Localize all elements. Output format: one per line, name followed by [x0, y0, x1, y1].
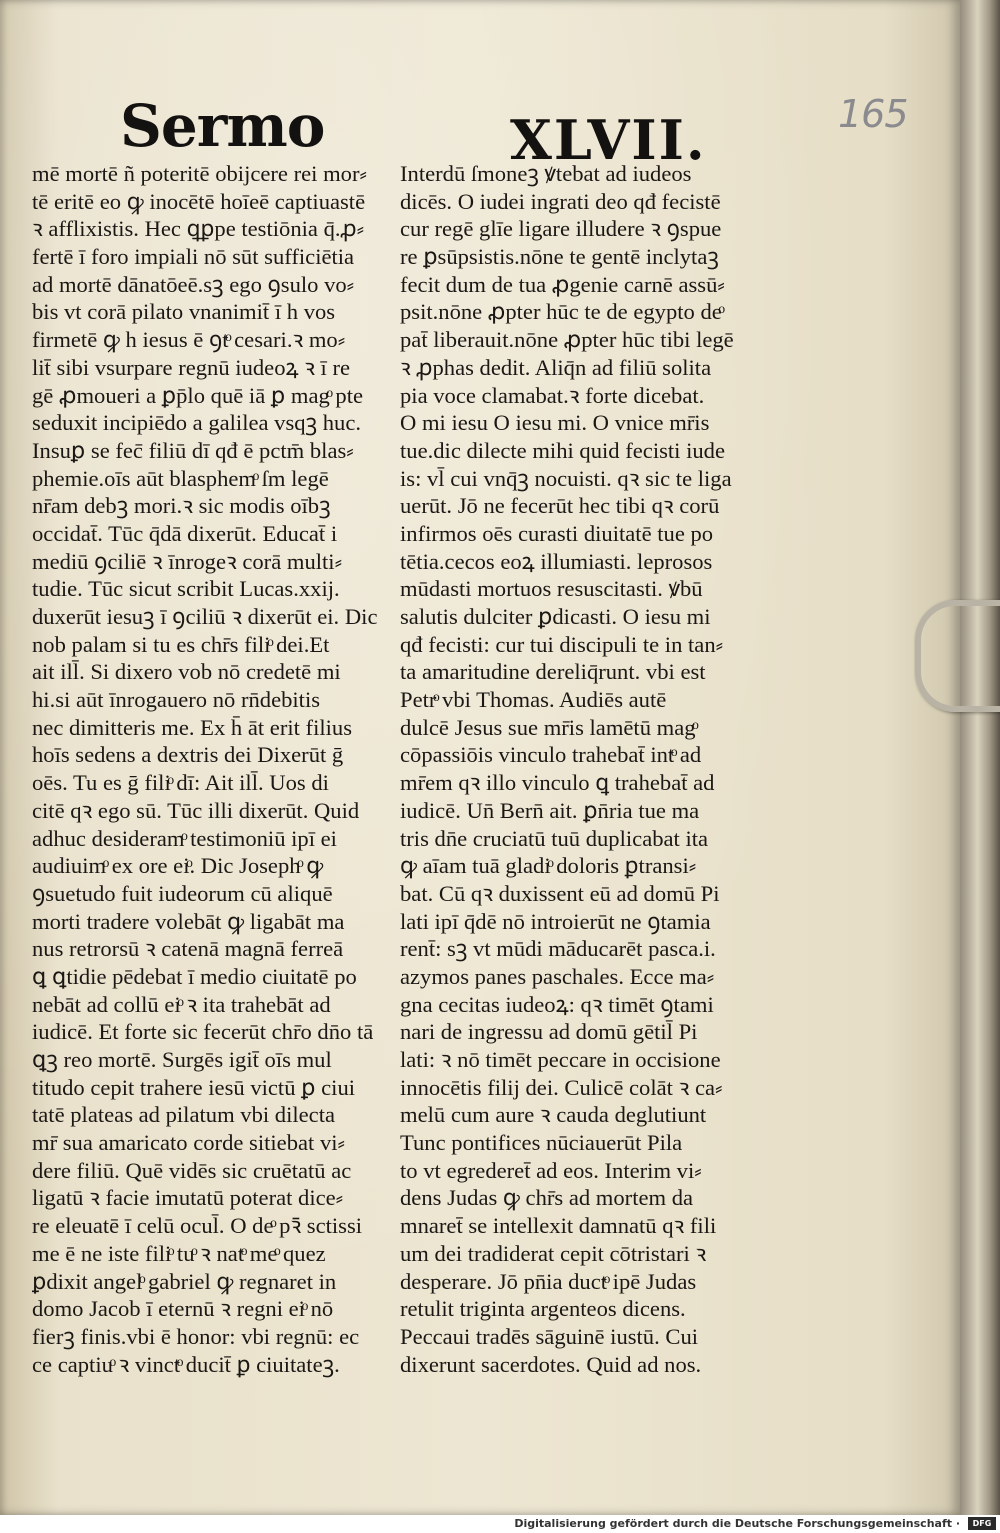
text-line: nari de ingressu ad domū gētil̄ Pi [400, 1019, 698, 1045]
text-line: re ꝑsūpsistis.nōne te gentē inclytaꝫ [400, 244, 719, 270]
text-line: azymos panes paschales. Ecce ma⸗ [400, 963, 715, 989]
text-line: Insuꝑ se fec̄ filiū dī qđ ē pctm̄ blas⸗ [32, 437, 354, 463]
text-line: Tunc pontifices nūciauerūt Pila [400, 1130, 683, 1156]
digitization-footer [0, 1515, 1000, 1533]
text-line: innocētis filij dei. Culicē colāt ꝛ ca⸗ [400, 1074, 723, 1100]
text-line: morti tradere volebāt ꝙ ligabāt ma [32, 908, 345, 934]
text-line: iudicē. Et forte sic fecerūt chr̄o dn̄o tā [32, 1019, 374, 1045]
metal-clip [915, 600, 1000, 712]
text-line: nec dimitteris me. Ex h̄ āt erit filius [32, 714, 352, 740]
text-line: hi.si aūt īnrogauero nō rn̄debitis [32, 687, 321, 713]
text-line: tudie. Tūc sicut scribit Lucas.xxij. [32, 576, 340, 602]
text-line: ce captiuͦ ꝛ vinctͦ ducit̄ ꝑ ciuitateꝫ. [32, 1351, 340, 1377]
text-line: ta amaritudine dereliq̄runt. vbi est [400, 659, 706, 685]
text-line: seduxit incipiēdo a galilea vsqꝫ huc. [32, 410, 362, 436]
text-line: dens Judas ꝙ chr̄s ad mortem da [400, 1185, 694, 1211]
text-line: is: vl̄ cui vnq̄ꝫ nocuisti. qꝛ sic te liga [400, 465, 732, 491]
text-line: tue.dic dilecte mihi quid fecisti iude [400, 437, 726, 463]
sermon-number: XLVII. [510, 108, 707, 172]
footer-credit: Digitalisierung gefördert durch die Deutsche Forschungsgemeinschaft · [514, 1517, 960, 1530]
text-line: tris dn̄e cruciatū tuū duplicabat ita [400, 825, 709, 851]
text-line: qđ fecisti: cur tui discipuli te in tan⸗ [400, 631, 724, 657]
text-line: gna cecitas iudeoꝝ: qꝛ timēt ꝯtami [400, 991, 714, 1017]
text-line: ꝙ aīam tuā gladiͦ doloris ꝑtransi⸗ [400, 853, 697, 879]
text-line: um dei tradiderat cepit cōtristari ꝛ [400, 1240, 707, 1266]
text-line: mnaret̄ se intellexit damnatū qꝛ fili [400, 1213, 717, 1239]
text-line: ꝛ ꝓphas dedit. Aliq̄n ad filiū solita [400, 354, 712, 380]
text-line: rent̄: sꝫ vt mūdi māducarēt pasca.i. [400, 936, 716, 962]
text-line: bat. Cū qꝛ duxissent eū ad domū Pi [400, 880, 720, 906]
text-line: dulcē Jesus sue mr̄is lamētū magͦ [400, 714, 696, 740]
text-line: audiuimͦ ex ore eiͦ. Dic Josephͦ ꝙ [32, 853, 324, 879]
text-line: pia voce clamabat.ꝛ forte dicebat. [400, 382, 705, 408]
text-line: fierꝫ finis.vbi ē honor: vbi regnū: ec [32, 1323, 360, 1349]
text-line: dicēs. O iudei ingrati deo qđ fecistē [400, 188, 721, 214]
text-line: dere filiū. Quē vidēs sic cruētatū ac [32, 1157, 352, 1183]
text-line: citē qꝛ ego sū. Tūc illi dixerūt. Quid [32, 797, 360, 823]
text-line: mediū ꝯciliē ꝛ īnrogeꝛ corā multi⸗ [32, 548, 343, 574]
text-line: fertē ī foro impiali nō sūt sufficiētia [32, 244, 355, 270]
text-line: cur regē glīe ligare illudere ꝛ ꝯspue [400, 216, 722, 242]
text-line: tatē plateas ad pilatum vbi dilecta [32, 1102, 336, 1128]
text-line: ꝗ ꝗtidie pēdebat ī medio ciuitatē po [32, 963, 357, 989]
text-line: adhuc desideramͦ testimoniū ipī ei [32, 825, 337, 851]
text-line: re eleuatē ī celū ocul̄. O deͦ pꝛ̄ sctissi [32, 1213, 363, 1239]
left-text-column [32, 160, 380, 1378]
text-line: occidat̄. Tūc q̄dā dixerūt. Educat̄ i [32, 520, 338, 546]
text-line: me ē ne iste filiͦ tuͦ ꝛ natͦ meͦ quez [32, 1240, 326, 1266]
text-line: lati ipī q̄dē nō introierūt ne ꝯtamia [400, 908, 711, 934]
text-line: Interdū ſmoneꝫ ꝟtebat ad iudeos [400, 161, 692, 186]
text-line: infirmos oēs curasti diuitatē tue po [400, 520, 714, 546]
text-line: nr̄am debꝫ mori.ꝛ sic modis oībꝫ [32, 493, 331, 519]
dfg-logo: DFG [968, 1517, 996, 1530]
right-text-column [400, 160, 768, 1378]
text-line: ligatū ꝛ facie imutatū poterat dice⸗ [32, 1185, 344, 1211]
text-line: firmetē ꝙ h iesus ē ꝯtͦ cesari.ꝛ mo⸗ [32, 327, 346, 353]
folio-number: 165 [838, 92, 908, 136]
text-line: melū cum aure ꝛ cauda deglutiunt [400, 1102, 707, 1128]
text-line: O mi iesu O iesu mi. O vnice mr̄is [400, 410, 710, 436]
text-line: cōpassiōis vinculo trahebat̄ intͦ ad [400, 742, 702, 768]
text-line: titudo cepit trahere iesū victū ꝑ ciui [32, 1074, 356, 1100]
text-line: uerūt. Jō ne fecerūt hec tibi qꝛ corū [400, 493, 720, 519]
text-line: oēs. Tu es ḡ filiͦ dī: Ait ill̄. Uos di [32, 770, 329, 796]
text-line: salutis dulciter ꝑdicasti. O iesu mi [400, 604, 711, 629]
text-line: ꝑdixit angelͦ gabriel ꝙ regnaret in [32, 1268, 337, 1294]
text-line: fecit dum de tua ꝓgenie carnē assū⸗ [400, 271, 725, 297]
text-line: mūdasti mortuos resuscitasti. ꝟbū [400, 576, 703, 602]
text-line: ꝗꝫ reo mortē. Surgēs igit̄ oīs mul [32, 1047, 332, 1072]
text-line: desperare. Jō pn̄ia ductͦ ipē Judas [400, 1268, 697, 1294]
text-line: mr̄ sua amaricato corde sitiebat vi⸗ [32, 1130, 346, 1156]
text-line: duxerūt iesuꝫ ī ꝯciliū ꝛ dixerūt ei. Dic [32, 604, 378, 629]
text-line: Peccaui tradēs sāguinē iustū. Cui [400, 1323, 699, 1349]
text-line: tētia.cecos eoꝝ illumiasti. leprosos [400, 548, 713, 574]
text-line: tē eritē eo ꝙ inocētē hoīeē captiuastē [32, 188, 366, 214]
text-line: phemie.oīs aūt blasphemͦ ſm legē [32, 465, 329, 491]
text-line: mē mortē ñ poteritē obijcere rei mor⸗ [32, 161, 368, 186]
text-line: dixerunt sacerdotes. Quid ad nos. [400, 1351, 702, 1377]
running-title: Sermo [120, 92, 325, 160]
text-line: gē ꝓmoueri a ꝑp̄lo quē iā ꝑ magͦ pte [32, 382, 364, 408]
text-line: hoīs sedens a dextris dei Dixerūt ḡ [32, 742, 344, 768]
text-line: iudicē. Un̄ Bern̄ ait. ꝑn̄ria tue ma [400, 797, 700, 823]
text-line: ad mortē dānatōeē.sꝫ ego ꝯsulo vo⸗ [32, 271, 355, 297]
text-line: nob palam si tu es chr̄s filiͦ dei.Et [32, 631, 330, 657]
text-line: domo Jacob ī eternū ꝛ regni eiͦ nō [32, 1296, 334, 1322]
text-line: psit.nōne ꝓpter hūc te de egypto deͦ [400, 299, 722, 325]
text-line: nebāt ad collū eiͦ ꝛ ita trahebāt ad [32, 991, 331, 1017]
text-line: ait ill̄. Si dixero vob nō credetē mi [32, 659, 341, 685]
text-line: lati: ꝛ nō timēt peccare in occisione [400, 1047, 721, 1072]
text-line: Petrͦ vbi Thomas. Audiēs autē [400, 687, 667, 713]
text-line: ꝛ afflixistis. Hec ꝗꝑpe testiōnia q̄.ꝓ⸗ [32, 216, 365, 242]
text-line: bis vt corā pilato vnanimit̄ ī h vos [32, 299, 336, 325]
text-line: ꝯsuetudo fuit iudeorum cū aliquē [32, 880, 333, 906]
text-line: lit̄ sibi vsurpare regnū iudeoꝝ ꝛ ī re [32, 354, 351, 380]
text-line: retulit triginta argenteos dicens. [400, 1296, 686, 1322]
text-line: pat̄ liberauit.nōne ꝓpter hūc tibi legē [400, 327, 734, 353]
text-line: to vt egrederet̄ ad eos. Interim vi⸗ [400, 1157, 702, 1183]
text-line: nus retrorsū ꝛ catenā magnā ferreā [32, 936, 344, 962]
text-line: mr̄em qꝛ illo vinculo ꝗ trahebat̄ ad [400, 770, 715, 796]
